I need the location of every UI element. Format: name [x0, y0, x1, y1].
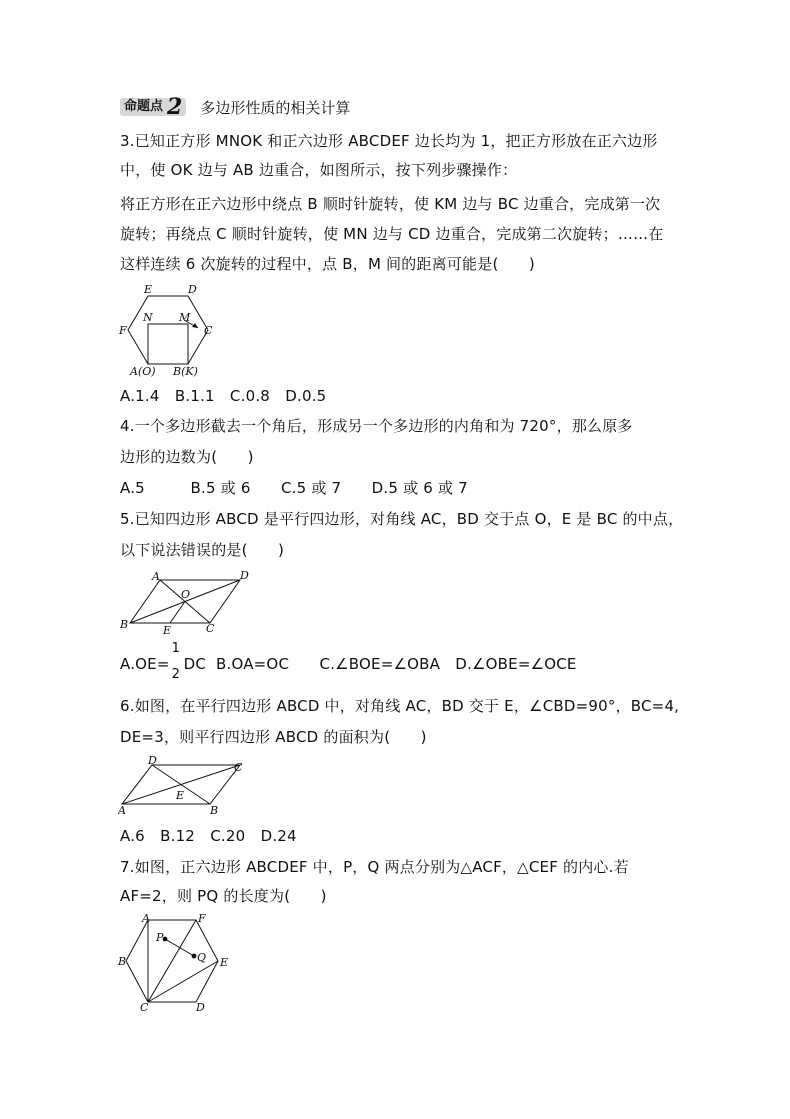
- q3-hexagon-square-figure: [118, 282, 228, 377]
- q6-label-c: C: [234, 761, 243, 774]
- q7-line-2: AF=2，则 PQ 的长度为( ): [120, 887, 327, 905]
- q6-line-1: 6.如图，在平行四边形 ABCD 中，对角线 AC，BD 交于 E，∠CBD=90°，BC=4,: [120, 697, 680, 715]
- q5-fraction-denominator: 2: [171, 667, 181, 682]
- q3-line-4: 旋转；再绕点 C 顺时针旋转，使 MN 边与 CD 边重合，完成第二次旋转；……在: [120, 225, 664, 243]
- q7-hexagon-figure: [118, 912, 238, 1012]
- q7-label-q: Q: [197, 951, 207, 964]
- q3-label-e: E: [144, 283, 153, 296]
- q3-line-3: 将正方形在正六边形中绕点 B 顺时针旋转，使 KM 边与 BC 边重合，完成第一次: [120, 195, 661, 213]
- q3-label-b: B(K): [173, 365, 198, 377]
- section-badge-label: 命题点: [124, 99, 164, 114]
- section-header: [120, 96, 350, 118]
- q7-point-q: [192, 954, 197, 959]
- q4-line-1: 4.一个多边形截去一个角后，形成另一个多边形的内角和为 720°，那么原多: [120, 417, 633, 435]
- q4-options: A.5 B.5 或 6 C.5 或 7 D.5 或 6 或 7: [120, 479, 468, 497]
- q6-parallelogram-figure: [118, 754, 250, 816]
- q3-label-f: F: [119, 324, 127, 337]
- q3-label-n: N: [143, 311, 153, 324]
- q7-segment-pq: [165, 939, 194, 956]
- q7-label-e: E: [220, 956, 229, 969]
- q3-label-m: M: [179, 311, 191, 324]
- q3-label-d: D: [188, 283, 197, 296]
- q4-line-2: 边形的边数为( ): [120, 448, 254, 466]
- q3-hexagon: [128, 296, 208, 364]
- q6-line-2: DE=3，则平行四边形 ABCD 的面积为( ): [120, 728, 427, 746]
- q3-line-5: 这样连续 6 次旋转的过程中，点 B，M 间的距离可能是( ): [120, 255, 535, 273]
- q7-label-c: C: [140, 1001, 149, 1012]
- q3-options: A.1.4 B.1.1 C.0.8 D.0.5: [120, 387, 327, 405]
- q7-label-b: B: [118, 955, 127, 968]
- q7-label-f: F: [198, 912, 206, 925]
- q6-label-e: E: [176, 789, 185, 802]
- q5-label-o: O: [181, 588, 191, 601]
- q5-parallelogram-figure: [118, 566, 258, 638]
- q5-option-a-suffix: DC: [183, 655, 207, 673]
- q5-line-1: 5.已知四边形 ABCD 是平行四边形，对角线 AC，BD 交于点 O，E 是 BC 的中点，: [120, 510, 684, 528]
- q7-label-a: A: [142, 912, 150, 925]
- q5-option-a-prefix: A.OE=: [120, 655, 170, 673]
- q6-label-d: D: [148, 754, 157, 767]
- section-badge: [120, 94, 186, 120]
- q5-options: [120, 641, 577, 682]
- q5-line-2: 以下说法错误的是( ): [120, 541, 285, 559]
- section-badge-number: 2: [167, 94, 183, 120]
- q3-label-a: A(O): [130, 365, 156, 377]
- q7-label-d: D: [196, 1001, 205, 1012]
- q5-label-b: B: [120, 618, 129, 631]
- q5-options-rest: B.OA=OC C.∠BOE=∠OBA D.∠OBE=∠OCE: [216, 655, 577, 673]
- q5-label-e: E: [163, 624, 172, 637]
- q6-label-b: B: [210, 804, 219, 816]
- q3-line-2: 中，使 OK 边与 AB 边重合，如图所示，按下列步骤操作：: [120, 161, 518, 179]
- q3-line-1: 3.已知正方形 MNOK 和正六边形 ABCDEF 边长均为 1，把正方形放在正六边形: [120, 132, 658, 150]
- q6-options: A.6 B.12 C.20 D.24: [120, 827, 297, 845]
- q7-label-p: P: [156, 931, 164, 944]
- q7-line-1: 7.如图，正六边形 ABCDEF 中，P，Q 两点分别为△ACF，△CEF 的内心.若: [120, 858, 629, 876]
- q5-label-d: D: [240, 569, 249, 582]
- q3-label-c: C: [204, 324, 213, 337]
- section-title: 多边形性质的相关计算: [200, 98, 351, 117]
- q5-label-c: C: [206, 622, 215, 635]
- q6-label-a: A: [118, 804, 126, 816]
- q3-square: [148, 324, 188, 364]
- q5-fraction: [170, 641, 184, 682]
- q5-label-a: A: [152, 570, 160, 583]
- q5-fraction-numerator: 1: [171, 641, 181, 656]
